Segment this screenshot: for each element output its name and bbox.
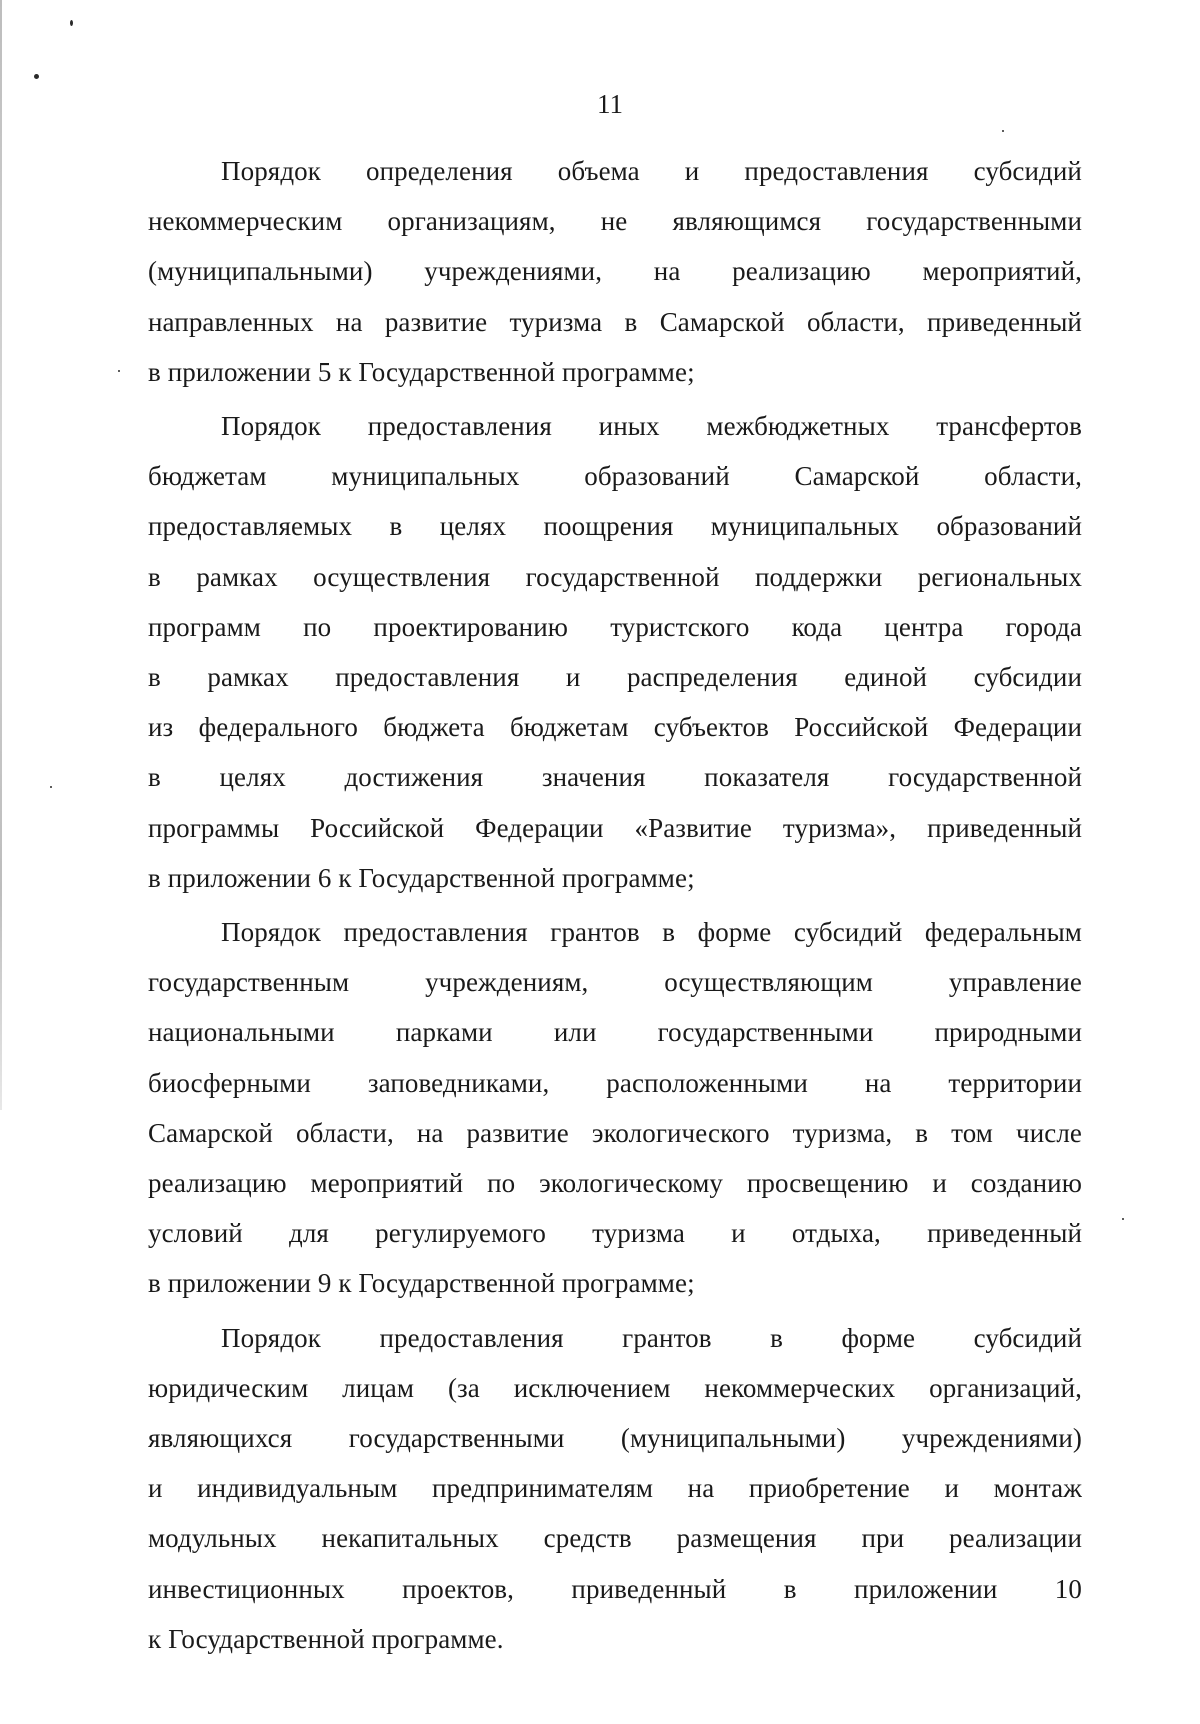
text-line: предоставляемых в целях поощрения муниципальных образований [148,511,1082,542]
scan-speck [34,74,39,79]
text-line: к Государственной программе. [148,1623,504,1654]
text-line: реализацию мероприятий по экологическому просвещению и созданию [148,1168,1082,1199]
scan-edge [0,0,2,1110]
text-line: и индивидуальным предпринимателям на приобретение и монтаж [148,1473,1082,1504]
text-line: в рамках осуществления государственной поддержки региональных [148,561,1082,592]
text-line: Порядок предоставления иных межбюджетных трансфертов [221,411,1082,442]
text-line: программ по проектированию туристского кода центра города [148,611,1082,642]
text-line: бюджетам муниципальных образований Самарской области, [148,461,1082,492]
paragraph [148,401,1082,903]
scan-speck [118,370,120,372]
text-line: являющихся государственными (муниципальными) учреждениями) [148,1423,1082,1454]
text-line: в приложении 9 к Государственной программе; [148,1268,695,1299]
paragraph [148,907,1082,1309]
text-line: Порядок предоставления грантов в форме субсидий федеральным [221,917,1082,948]
text-line: Порядок предоставления грантов в форме субсидий [221,1322,1082,1353]
text-line: в приложении 6 к Государственной программе; [148,862,695,893]
text-line: модульных некапитальных средств размещения при реализации [148,1523,1082,1554]
text-line: некоммерческим организациям, не являющимся государственными [148,206,1082,237]
text-line: государственным учреждениям, осуществляющим управление [148,967,1082,998]
text-line: направленных на развитие туризма в Самарской области, приведенный [148,306,1082,337]
text-line: Самарской области, на развитие экологического туризма, в том числе [148,1117,1082,1148]
text-line: программы Российской Федерации «Развитие туризма», приведенный [148,812,1082,843]
text-line: в приложении 5 к Государственной программе; [148,356,695,387]
text-line: условий для регулируемого туризма и отдыха, приведенный [148,1218,1082,1249]
text-line: инвестиционных проектов, приведенный в приложении 10 [148,1573,1082,1604]
scan-speck [1122,1218,1124,1220]
text-line: в рамках предоставления и распределения единой субсидии [148,662,1082,693]
document-body [148,146,1082,1668]
page-number: 11 [597,89,623,119]
scan-speck [50,786,52,788]
scan-speck [70,20,73,26]
text-line: национальными парками или государственными природными [148,1017,1082,1048]
text-line: Порядок определения объема и предоставления субсидий [221,156,1082,186]
paragraph [148,146,1082,397]
text-line: биосферными заповедниками, расположенными на территории [148,1067,1082,1098]
text-line: из федерального бюджета бюджетам субъектов Российской Федерации [148,712,1082,743]
paragraph [148,1313,1082,1664]
text-line: (муниципальными) учреждениями, на реализацию мероприятий, [148,256,1082,287]
text-line: юридическим лицам (за исключением некоммерческих организаций, [148,1372,1082,1403]
text-line: в целях достижения значения показателя государственной [148,762,1082,793]
scan-speck [1002,130,1004,132]
